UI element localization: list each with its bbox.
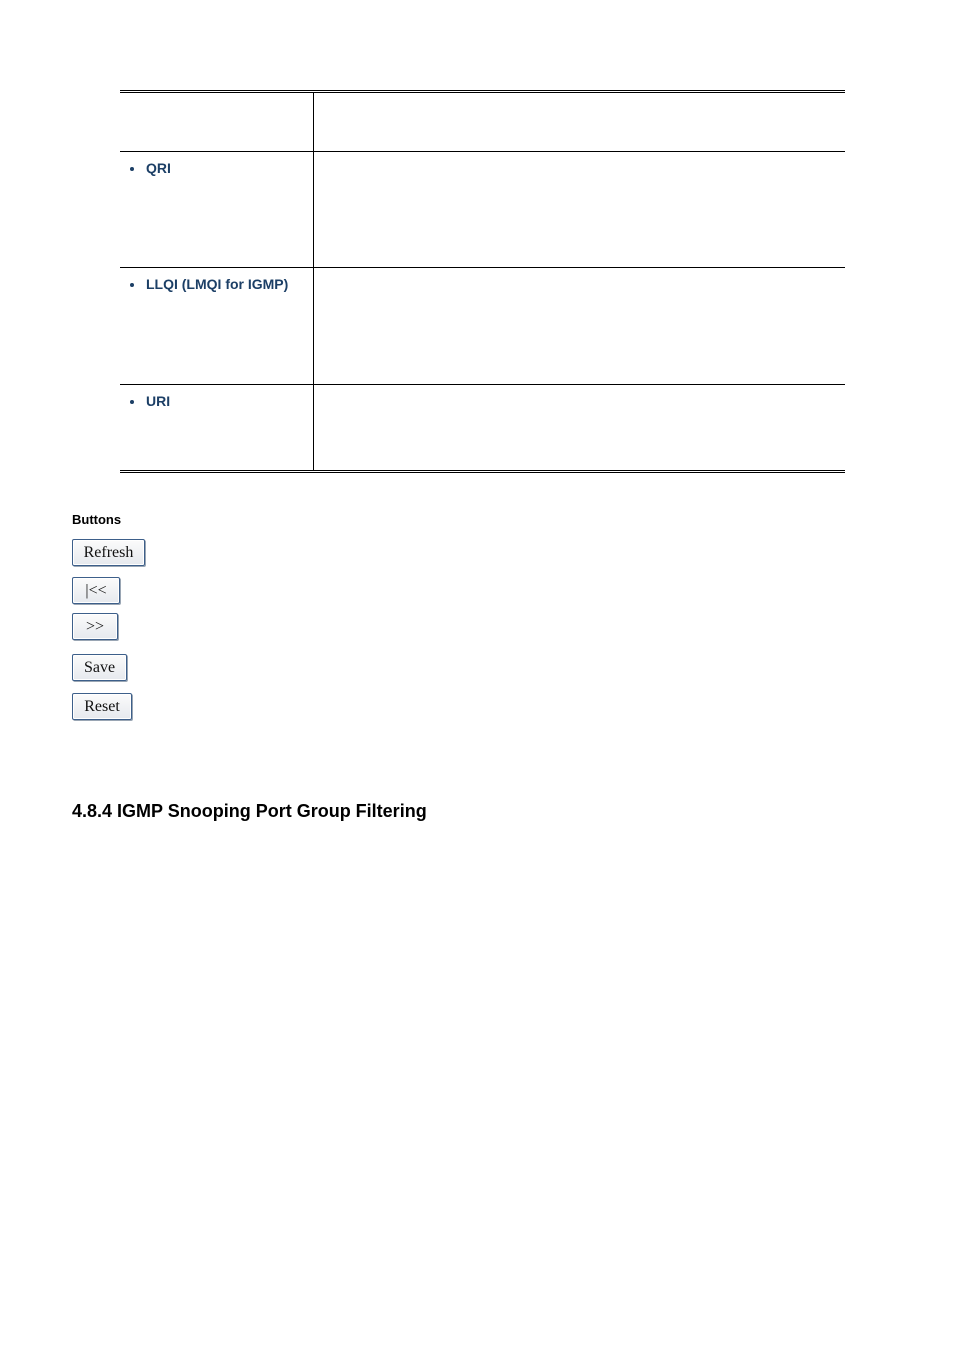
table-row: [120, 152, 845, 268]
object-cell: [120, 92, 314, 152]
bullet-icon: [130, 400, 134, 404]
object-cell: [120, 152, 314, 268]
parameter-label: URI: [146, 393, 171, 409]
table-row: [120, 268, 845, 385]
next-page-button[interactable]: >>: [72, 613, 118, 640]
parameter-item: [130, 276, 313, 292]
parameter-label: LLQI (LMQI for IGMP): [146, 276, 289, 292]
parameter-table: [120, 90, 845, 473]
table-row: [120, 385, 845, 472]
bullet-icon: [130, 283, 134, 287]
description-cell: [314, 152, 846, 268]
object-cell: [120, 268, 314, 385]
first-page-button[interactable]: |<<: [72, 577, 120, 604]
parameter-item: [130, 393, 313, 409]
reset-button[interactable]: Reset: [72, 693, 132, 720]
description-cell: [314, 268, 846, 385]
parameter-label: QRI: [146, 160, 171, 176]
parameter-item: [130, 160, 313, 176]
refresh-button[interactable]: Refresh: [72, 539, 145, 566]
save-button[interactable]: Save: [72, 654, 127, 681]
description-cell: [314, 385, 846, 472]
object-cell: [120, 385, 314, 472]
table-row: [120, 92, 845, 152]
section-heading: 4.8.4 IGMP Snooping Port Group Filtering: [72, 801, 427, 821]
bullet-icon: [130, 167, 134, 171]
buttons-section-title: Buttons: [72, 512, 122, 527]
description-cell: [314, 92, 846, 152]
